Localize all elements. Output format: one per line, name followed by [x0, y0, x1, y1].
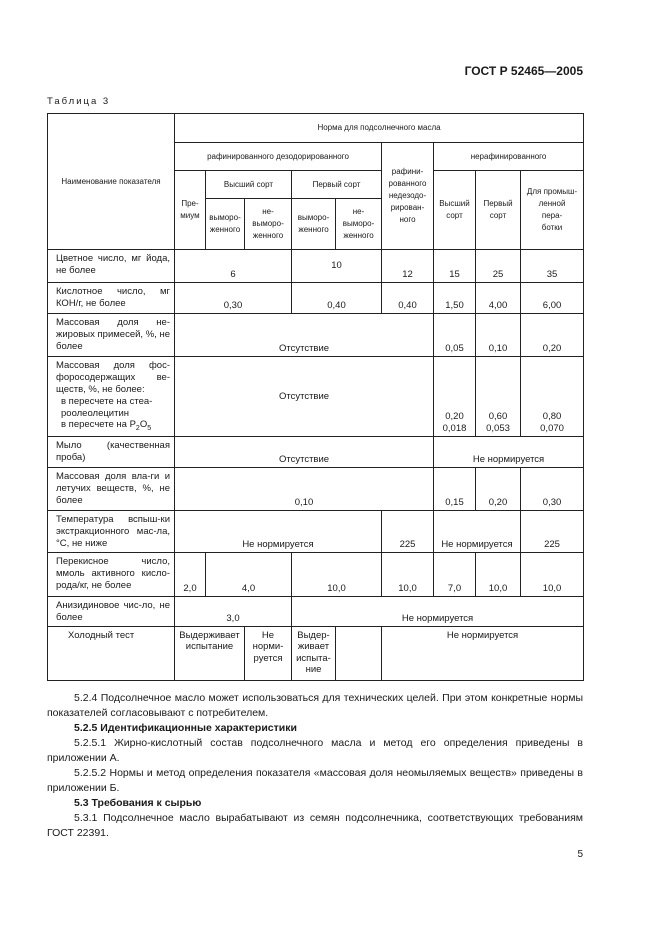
table-row [48, 553, 584, 597]
heading-5-2-5: 5.2.5 Идентификационные характеристики [74, 722, 297, 734]
unrefined-header: нерафинированного [434, 143, 584, 171]
table-row [48, 314, 584, 357]
table-row [48, 437, 584, 468]
cell: 12 [382, 250, 434, 283]
cell: 225 [521, 511, 584, 553]
table-row [48, 283, 584, 314]
cell: 0,05 [434, 314, 476, 357]
table-row [48, 468, 584, 511]
paragraph-5-2-5-1: 5.2.5.1 Жирно-кислотный состав подсолнечного масла и метод его определения приведены в приложении А. [47, 737, 583, 764]
cell: Отсутствие [175, 314, 434, 357]
unrefined-first-header: Первый сорт [476, 171, 521, 250]
cell [336, 627, 382, 681]
cell: Не норми- руется [245, 627, 292, 681]
table-row [48, 597, 584, 627]
table-row [48, 250, 584, 283]
cell: Выдер- живает испыта- ние [292, 627, 336, 681]
cell: 0,40 [382, 283, 434, 314]
heading-5-3: 5.3 Требования к сырью [74, 797, 202, 809]
cell: 4,0 [206, 553, 292, 597]
row-label: Анизидиновое чис-ло, не более [48, 597, 175, 627]
cell: 2,0 [175, 553, 206, 597]
cell: 0,15 [434, 468, 476, 511]
cell: 10,0 [521, 553, 584, 597]
unrefined-industrial-header: Для промыш- ленной пера- ботки [521, 171, 584, 250]
refined-deodorized-header: рафинированного дезодорированного [175, 143, 382, 171]
cell: Не нормируется [434, 511, 521, 553]
row-label: Температура вспыш-ки экстракционного мас-ла, °С, не ниже [48, 511, 175, 553]
phospho-sub2: в пересчете на $P_2O_5$ [61, 419, 152, 433]
cell: Отсутствие [175, 357, 434, 437]
cell: 3,0 [175, 597, 292, 627]
body-text [47, 691, 583, 841]
row-label: Цветное число, мг йода, не более [48, 250, 175, 283]
row-label: Кислотное число, мг КОН/г, не более [48, 283, 175, 314]
cell: Не нормируется [382, 627, 584, 681]
top-winterized-header: выморо- женного [206, 199, 245, 250]
first-not-winterized-header: не- выморо- женного [336, 199, 382, 250]
cell: 0,20 0,018 [434, 357, 476, 437]
cell: 0,10 [476, 314, 521, 357]
top-grade-header: Высший сорт [206, 171, 292, 199]
cell: 4,00 [476, 283, 521, 314]
cell: 225 [382, 511, 434, 553]
indicator-header: Наименование показателя [48, 114, 175, 250]
cell: 0,30 [175, 283, 292, 314]
phospho-sub1: в пересчете на стеа-роолеолецитин [61, 395, 153, 419]
table-row [48, 627, 584, 681]
cell: 0,80 0,070 [521, 357, 584, 437]
cell: 0,30 [521, 468, 584, 511]
cell: 1,50 [434, 283, 476, 314]
cell: 0,20 [476, 468, 521, 511]
norm-header: Норма для подсолнечного масла [175, 114, 584, 143]
table-caption: Таблица 3 [47, 96, 111, 107]
row-label: Массовая доля не-жировых примесей, %, не более [48, 314, 175, 357]
cell: 10 [292, 250, 382, 283]
cell: Не нормируется [434, 437, 584, 468]
cell: 0,10 [175, 468, 434, 511]
row-label: Холодный тест [48, 627, 175, 681]
page-number: 5 [577, 849, 583, 860]
cell: 25 [476, 250, 521, 283]
cell: Выдерживает испытание [175, 627, 245, 681]
paragraph-5-2-5-2: 5.2.5.2 Нормы и метод определения показателя «массовая доля неомыляемых веществ» приведены в приложении Б. [47, 767, 583, 794]
table-row [48, 511, 584, 553]
first-grade-header: Первый сорт [292, 171, 382, 199]
premium-header: Пре- миум [175, 171, 206, 250]
cell: 6,00 [521, 283, 584, 314]
cell: 0,20 [521, 314, 584, 357]
cell: 10,0 [476, 553, 521, 597]
cell: Отсутствие [175, 437, 434, 468]
unrefined-top-header: Высший сорт [434, 171, 476, 250]
cell: Не нормируется [175, 511, 382, 553]
cell: 10,0 [382, 553, 434, 597]
paragraph-5-3-1: 5.3.1 Подсолнечное масло вырабатывают из семян подсолнечника, соответствующих требованиям ГОСТ 22391. [47, 812, 583, 839]
norms-table [47, 113, 584, 681]
top-not-winterized-header: не- выморо- женного [245, 199, 292, 250]
cell: 7,0 [434, 553, 476, 597]
row-label: Мыло (качественная проба) [48, 437, 175, 468]
row-label [48, 357, 175, 437]
phospho-label: Массовая доля фос-форосодержащих ве-ществ, %, не более: [56, 360, 170, 395]
document-id: ГОСТ Р 52465—2005 [464, 64, 583, 78]
cell: 10,0 [292, 553, 382, 597]
cell: 6 [175, 250, 292, 283]
cell: 35 [521, 250, 584, 283]
table-row [48, 357, 584, 437]
refined-not-deodorized-header: рафини- рованного недезодо- рирован- ного [382, 143, 434, 250]
cell: 0,40 [292, 283, 382, 314]
cell: 0,60 0,053 [476, 357, 521, 437]
row-label: Перекисное число, ммоль активного кисло-рода/кг, не более [48, 553, 175, 597]
cell: 15 [434, 250, 476, 283]
row-label: Массовая доля вла-ги и летучих веществ, %, не более [48, 468, 175, 511]
cell: Не нормируется [292, 597, 584, 627]
first-winterized-header: выморо- женного [292, 199, 336, 250]
paragraph-5-2-4: 5.2.4 Подсолнечное масло может использоваться для технических целей. При этом конкретные нормы показателей согласовывают с потребителем. [47, 692, 583, 719]
